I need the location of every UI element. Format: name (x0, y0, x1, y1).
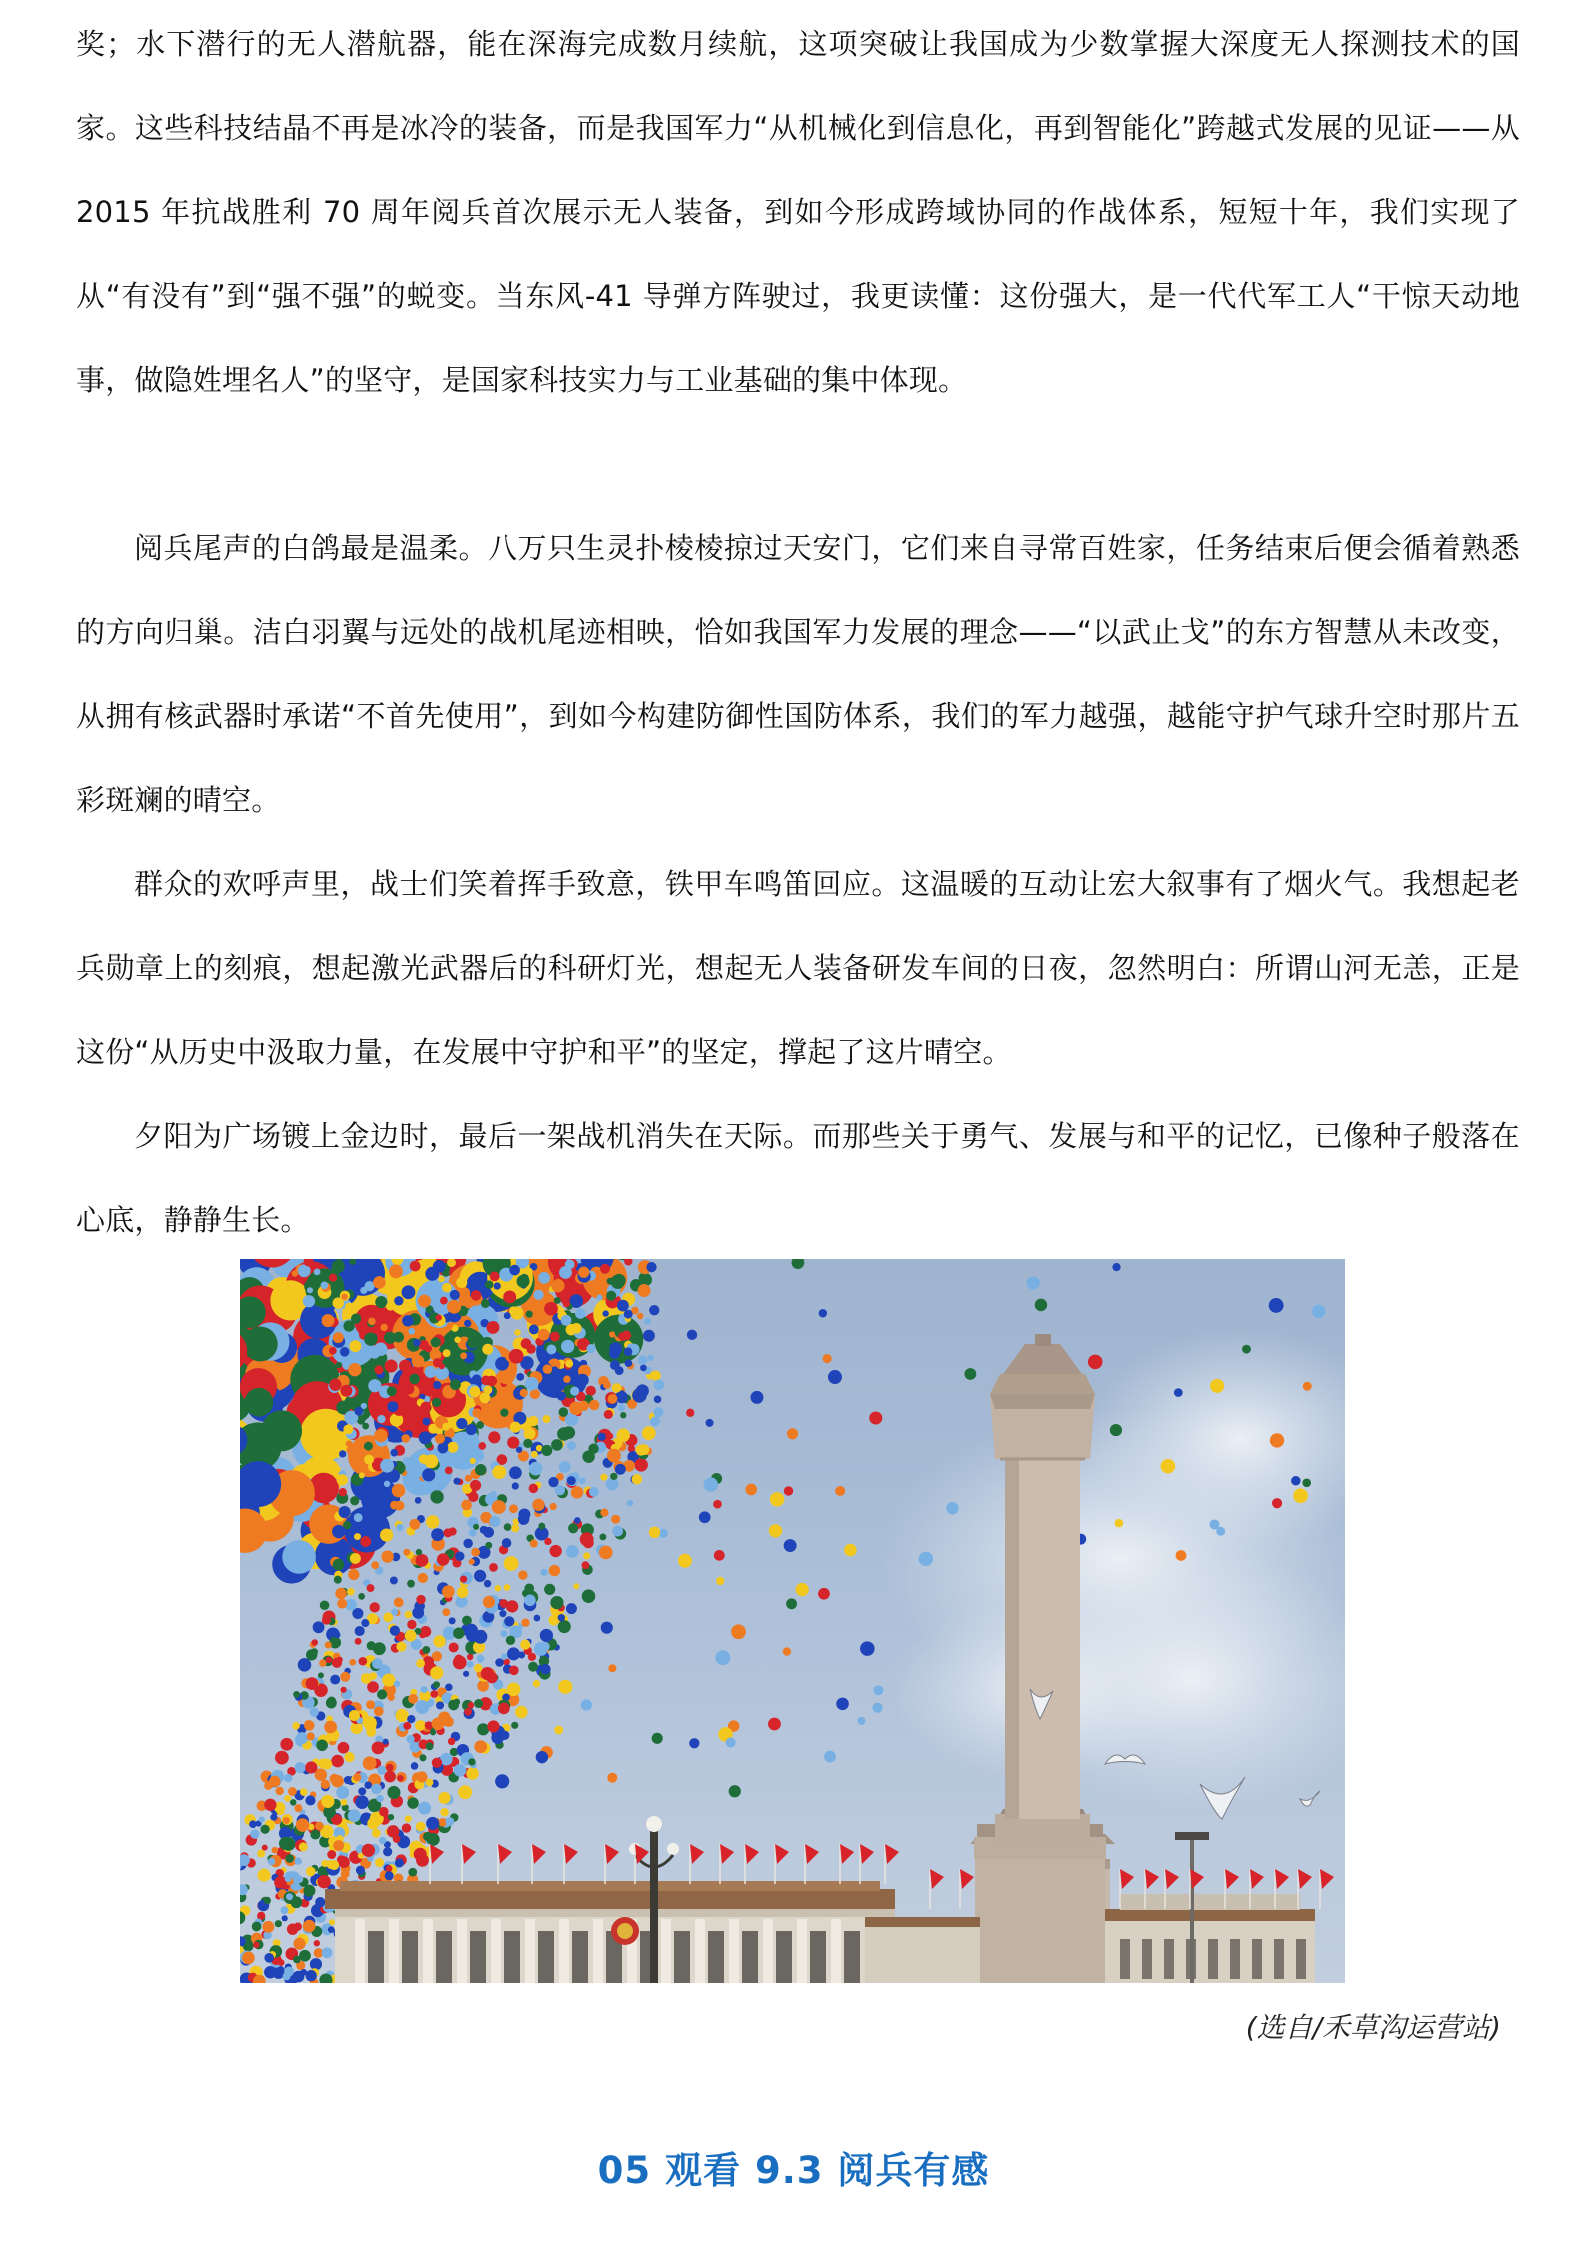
paragraph-1: 奖；水下潜行的无人潜航器，能在深海完成数月续航，这项突破让我国成为少数掌握大深度无人探测技术的国家。这些科技结晶不再是冰冷的装备，而是我国军力“从机械化到信息化，再到智能化”跨越式发展的见证——从 2015 年抗战胜利 70 周年阅兵首次展示无人装备，到如今形成跨域协同的作战体系，短短十年，我们实现了从“有没有”到“强不强”的蜕变。当东风-41 导弹方阵驶过，我更读懂：这份强大，是一代代军工人“干惊天动地事，做隐姓埋名人”的坚守，是国家科技实力与工业基础的集中体现。 (76, 27, 1520, 397)
great-hall (325, 1881, 895, 1983)
paragraph-4: 夕阳为广场镀上金边时，最后一架战机消失在天际。而那些关于勇气、发展与和平的记忆，已像种子般落在心底，静静生长。 (76, 1119, 1520, 1237)
balloon-release-photo (240, 1259, 1345, 1983)
section-number: 05 (597, 2149, 652, 2192)
section-heading (0, 2140, 1587, 2194)
photo-illustration (240, 1259, 1345, 1983)
monument-tower (990, 1334, 1095, 1844)
photo-caption: (选自/禾草沟运营站) (1245, 2011, 1501, 2044)
paragraph-2: 阅兵尾声的白鸽最是温柔。八万只生灵扑棱棱掠过天安门，它们来自寻常百姓家，任务结束后便会循着熟悉的方向归巢。洁白羽翼与远处的战机尾迹相映，恰如我国军力发展的理念——“以武止戈”的东方智慧从未改变，从拥有核武器时承诺“不首先使用”，到如今构建防御性国防体系，我们的军力越强，越能守护气球升空时那片五彩斑斓的晴空。 (76, 531, 1520, 817)
paragraph-3: 群众的欢呼声里，战士们笑着挥手致意，铁甲车鸣笛回应。这温暖的互动让宏大叙事有了烟火气。我想起老兵勋章上的刻痕，想起激光武器后的科研灯光，想起无人装备研发车间的日夜，忽然明白：所谓山河无恙，正是这份“从历史中汲取力量，在发展中守护和平”的坚定，撑起了这片晴空。 (76, 867, 1520, 1069)
section-title-text: 观看 9.3 阅兵有感 (665, 2149, 990, 2192)
monument (970, 1824, 1115, 1983)
